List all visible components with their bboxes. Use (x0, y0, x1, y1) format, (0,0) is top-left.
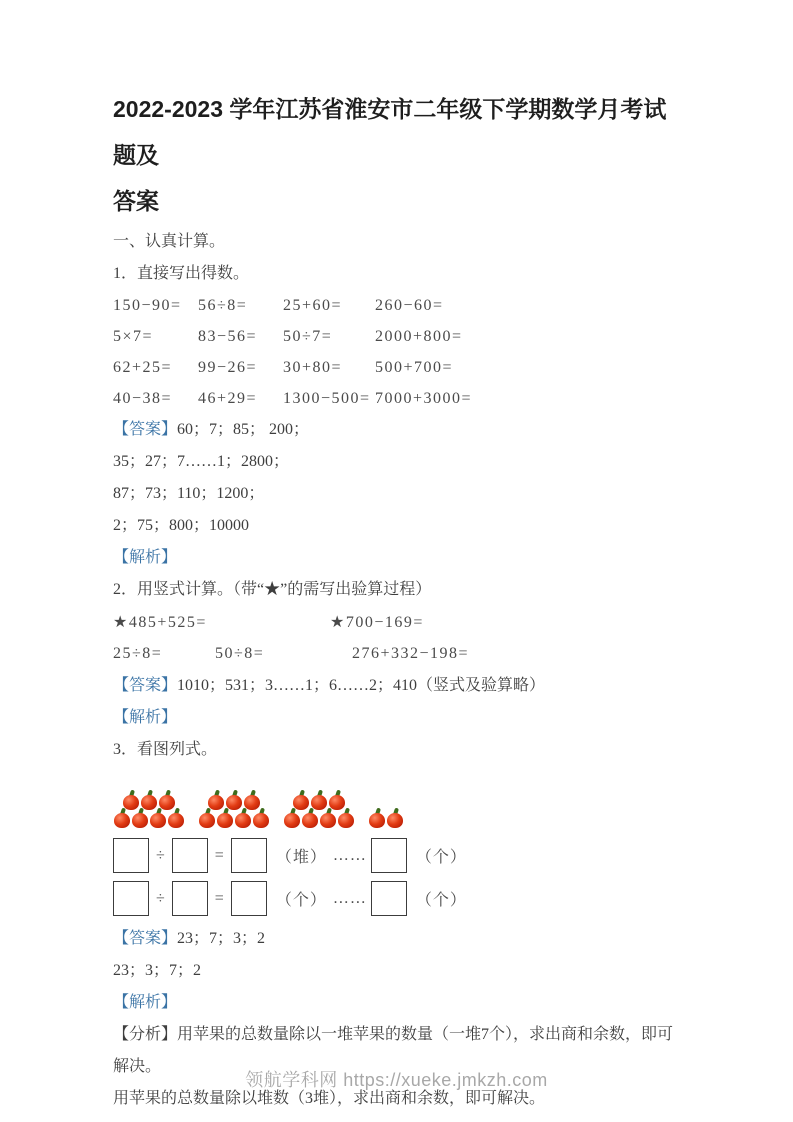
q2-title: 2．用竖式计算。（带“★”的需写出验算过程） (113, 581, 432, 598)
analysis-label: 【解析】 (113, 549, 178, 566)
math-problem: 83−56= (198, 327, 258, 345)
apple-icon (283, 807, 301, 828)
math-problem: 260−60= (375, 296, 444, 314)
remainder-dots: …… (332, 889, 367, 907)
apple-icon (319, 807, 337, 828)
blank-box (371, 838, 407, 873)
unit-label: （个） (415, 849, 467, 866)
answer-label: 【答案】 (113, 677, 178, 694)
answer-label: 【答案】 (113, 930, 178, 947)
answer-label: 【答案】 (113, 421, 178, 438)
q3-answer-line-1 (113, 923, 683, 955)
q3-fill-row-1 (113, 837, 683, 874)
q1-answer-line-2: 35；27；7……1；2800； (113, 453, 290, 470)
q1-title: 1．直接写出得数。 (113, 265, 250, 282)
blank-box (231, 881, 267, 916)
apple-icon (167, 807, 185, 828)
divide-sign: ÷ (156, 889, 165, 907)
apple-icon (149, 807, 167, 828)
unit-label: （个） (275, 892, 327, 909)
blank-box (172, 881, 208, 916)
q1-answer-line-3: 87；73；110；1200； (113, 485, 265, 502)
q3-analysis-text-1: 【分析】用苹果的总数量除以一堆苹果的数量（一堆7个），求出商和余数，即可解决。 (113, 1026, 674, 1075)
q1-analysis-label (113, 542, 683, 574)
answer-values: 1010；531；3……1；6……2；410（竖式及验算略） (177, 677, 546, 694)
q2-answer-line (113, 670, 683, 702)
unit-label: （个） (415, 892, 467, 909)
q3-analysis-label (113, 987, 683, 1019)
unit-label: （堆） (275, 849, 327, 866)
math-problem: 5×7= (113, 327, 154, 345)
apple-icon (113, 807, 131, 828)
section-heading: 一、认真计算。 (113, 233, 226, 250)
title-line-1: 2022-2023 学年江苏省淮安市二年级下学期数学月考试题及 (113, 96, 667, 168)
apple-icon (337, 807, 355, 828)
math-problem: 56÷8= (198, 296, 248, 314)
remainder-dots: …… (332, 846, 367, 864)
math-problem: 62+25= (113, 358, 173, 376)
analysis-label: 【解析】 (113, 994, 178, 1011)
equals-sign: = (214, 846, 224, 864)
math-problem: 30+80= (283, 358, 343, 376)
q1-problem-row (113, 290, 683, 321)
q3-title: 3．看图列式。 (113, 741, 218, 758)
math-problem: 50÷8= (215, 645, 265, 662)
apple-icon (131, 807, 149, 828)
site-watermark: 领航学科网 https://xueke.jmkzh.com (245, 1070, 548, 1090)
math-problem: 150−90= (113, 296, 182, 314)
q2-star-problems (113, 606, 683, 638)
blank-box (371, 881, 407, 916)
apple-icon (301, 807, 319, 828)
apple-group (283, 789, 355, 828)
math-problem: 1300−500= (283, 389, 371, 407)
title-line-2: 答案 (113, 188, 159, 214)
apple-figure (113, 774, 683, 828)
math-problem: 500+700= (375, 358, 454, 376)
answer-values: 60；7；85； 200； (177, 421, 310, 438)
blank-box (113, 838, 149, 873)
q1-problem-grid (113, 290, 683, 414)
apple-icon (198, 807, 216, 828)
answer-values: 23；7；3；2 (177, 930, 266, 947)
math-problem: 276+332−198= (352, 645, 470, 662)
apple-icon (216, 807, 234, 828)
apple-group-extra (368, 807, 404, 828)
apple-icon (234, 807, 252, 828)
document-title (113, 86, 683, 224)
q1-answer-line-1 (113, 414, 683, 446)
divide-sign: ÷ (156, 846, 165, 864)
apple-group (113, 789, 185, 828)
apple-group (198, 789, 270, 828)
math-problem: 25+60= (283, 296, 343, 314)
blank-box (231, 838, 267, 873)
math-problem: 25÷8= (113, 645, 163, 662)
q1-problem-row (113, 321, 683, 352)
q1-problem-row (113, 352, 683, 383)
q1-answer-line-4: 2；75；800；10000 (113, 517, 250, 534)
apple-icon (386, 807, 404, 828)
math-problem: ★700−169= (330, 614, 424, 631)
apple-icon (252, 807, 270, 828)
math-problem: 46+29= (198, 389, 258, 407)
q2-problems-row (113, 638, 683, 670)
blank-box (172, 838, 208, 873)
q1-problem-row (113, 383, 683, 414)
q3-fill-row-2 (113, 880, 683, 917)
math-problem: 2000+800= (375, 327, 463, 345)
analysis-label: 【解析】 (113, 709, 178, 726)
math-problem: 7000+3000= (375, 389, 473, 407)
document-content (113, 86, 683, 1115)
q3-answer-line-2: 23；3；7；2 (113, 962, 202, 979)
blank-box (113, 881, 149, 916)
equals-sign: = (214, 889, 224, 907)
q3-analysis-text-2: 用苹果的总数量除以堆数（3堆），求出商和余数，即可解决。 (113, 1090, 546, 1107)
math-problem: 50÷7= (283, 327, 333, 345)
apple-icon (368, 807, 386, 828)
q2-analysis-label (113, 702, 683, 734)
math-problem: 99−26= (198, 358, 258, 376)
math-problem: 40−38= (113, 389, 173, 407)
math-problem: ★485+525= (113, 614, 207, 631)
